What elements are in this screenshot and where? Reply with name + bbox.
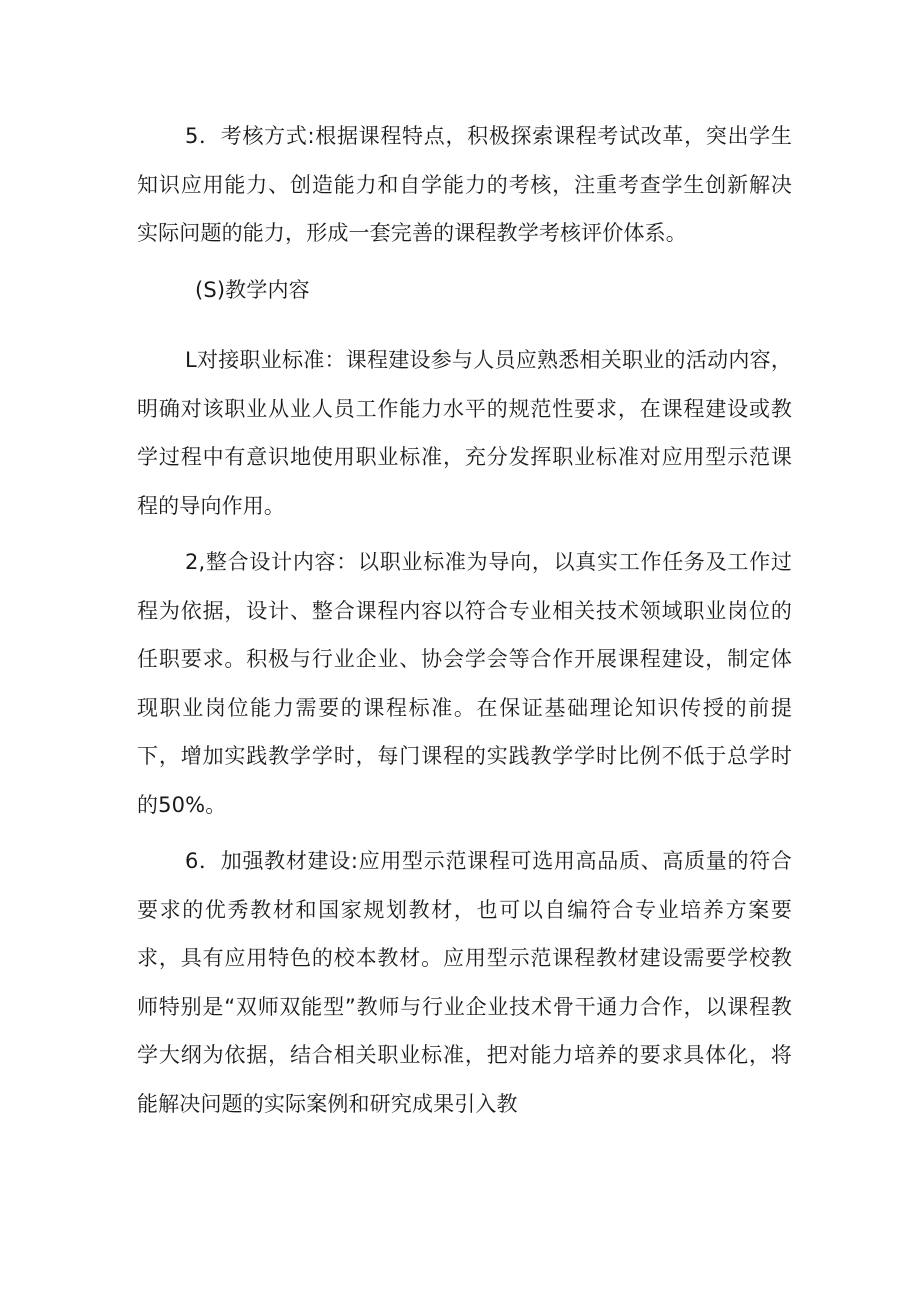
paragraph-professional-standards: L对接职业标准：课程建设参与人员应熟悉相关职业的活动内容，明确对该职业从业人员工作能力水平的规范性要求，在课程建设或教学过程中有意识地使用职业标准，充分发挥职业标准对应用型示范课程的导向作用。 [137,348,792,518]
document-body [137,112,792,1128]
paragraph-integrate-content: 2,整合设计内容：以职业标准为导向，以真实工作任务及工作过程为依据，设计、整合课程内容以符合专业相关技术领域职业岗位的任职要求。积极与行业企业、协会学会等合作开展课程建设，制定体现职业岗位能力需要的课程标准。在保证基础理论知识传授的前提下，增加实践教学学时，每门课程的实践教学学时比例不低于总学时的50%。 [137,550,792,817]
paragraph-textbook-construction: 6．加强教材建设:应用型示范课程可选用高品质、高质量的符合要求的优秀教材和国家规划教材，也可以自编符合专业培养方案要求，具有应用特色的校本教材。应用型示范课程教材建设需要学校教师特别是“双师双能型”教师与行业企业技术骨干通力合作，以课程教学大纲为依据，结合相关职业标准，把对能力培养的要求具体化，将能解决问题的实际案例和研究成果引入教 [137,849,792,1116]
paragraph-assessment-method: 5．考核方式:根据课程特点，积极探索课程考试改革，突出学生知识应用能力、创造能力和自学能力的考核，注重考查学生创新解决实际问题的能力，形成一套完善的课程教学考核评价体系。 [137,124,792,245]
section-heading-teaching-content: (S)教学内容 [195,277,310,302]
